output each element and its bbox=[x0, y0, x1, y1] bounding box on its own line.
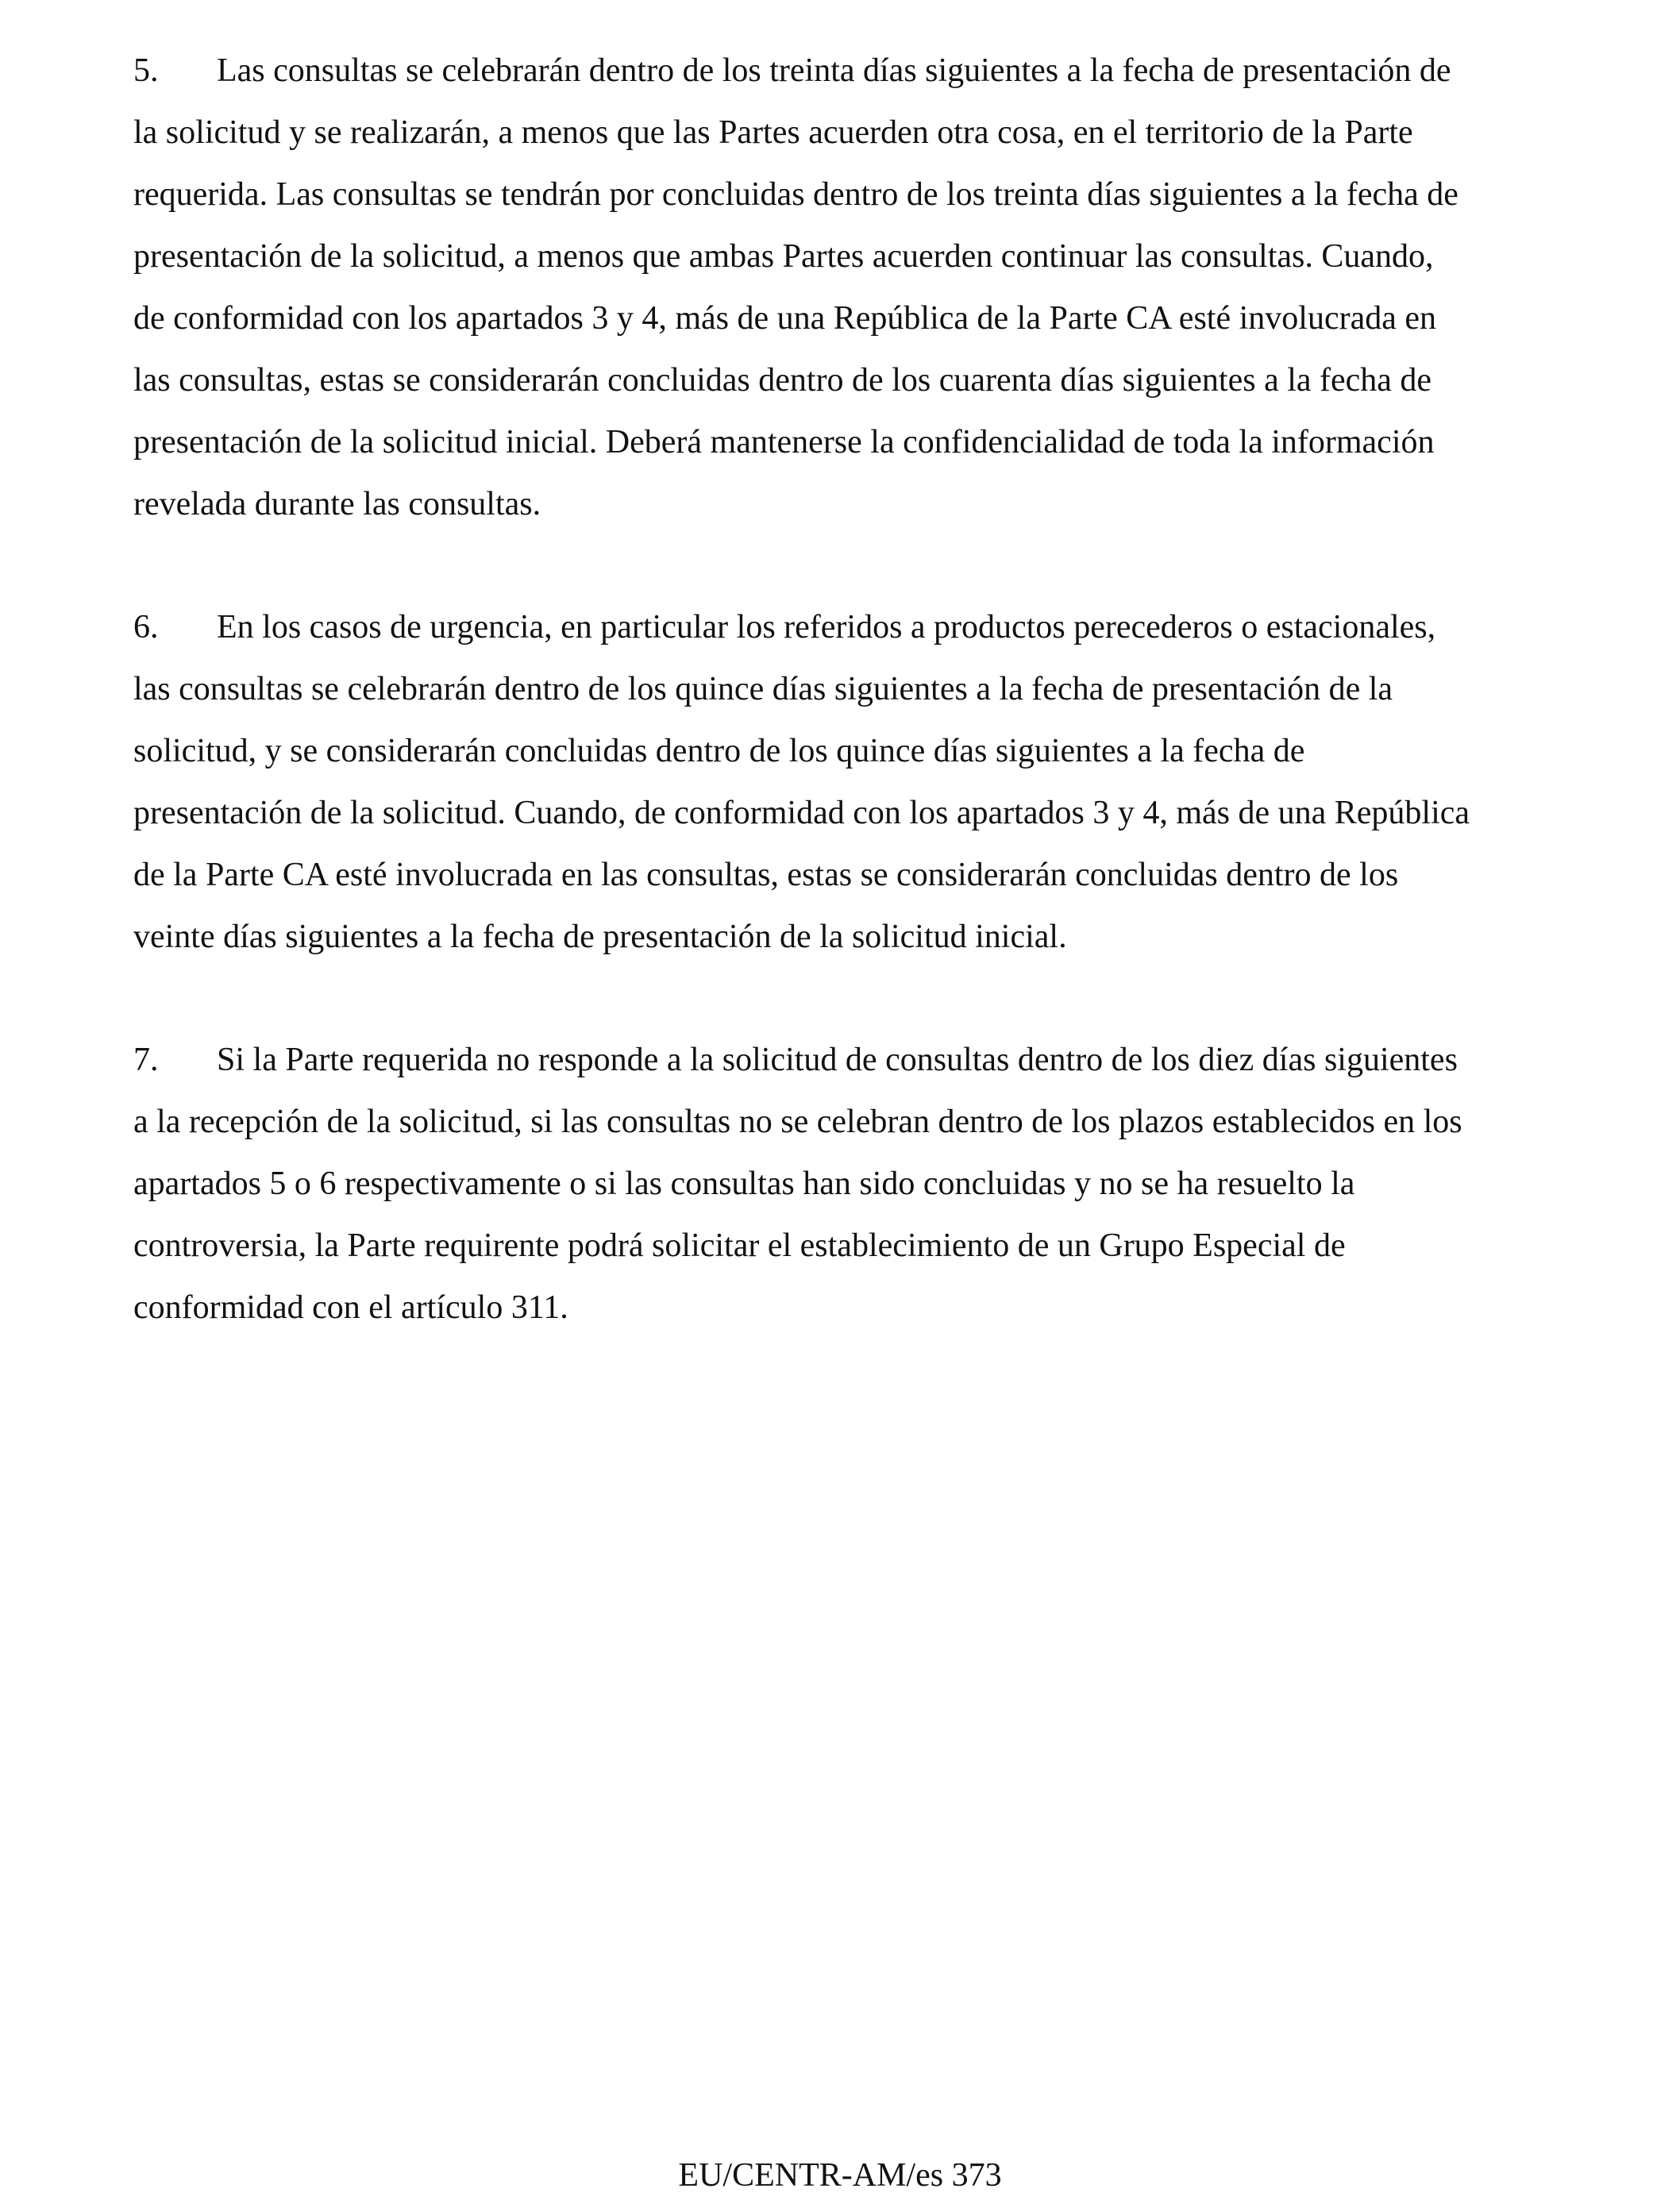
paragraph-line: presentación de la solicitud, a menos que ambas Partes acuerden continuar las consultas. Cuando, bbox=[133, 238, 1434, 275]
paragraph-number: 5. bbox=[133, 52, 159, 89]
page-footer: EU/CENTR-AM/es 373 bbox=[678, 2157, 1002, 2194]
paragraph-line: de la Parte CA esté involucrada en las consultas, estas se considerarán concluidas dentro de los bbox=[133, 857, 1399, 893]
paragraph-line: veinte días siguientes a la fecha de presentación de la solicitud inicial. bbox=[133, 919, 1067, 955]
paragraph-text: En los casos de urgencia, en particular los referidos a productos perecederos o estacionales, bbox=[217, 609, 1436, 645]
paragraph-line: presentación de la solicitud. Cuando, de conformidad con los apartados 3 y 4, más de una República bbox=[133, 795, 1470, 831]
paragraph-line: las consultas se celebrarán dentro de los quince días siguientes a la fecha de presentación de la bbox=[133, 671, 1393, 707]
paragraph-5 bbox=[133, 40, 1562, 535]
paragraph-line: requerida. Las consultas se tendrán por concluidas dentro de los treinta días siguientes a la fecha de bbox=[133, 176, 1458, 213]
paragraph-text: Las consultas se celebrarán dentro de los treinta días siguientes a la fecha de presentación de bbox=[217, 52, 1451, 89]
paragraph-line: apartados 5 o 6 respectivamente o si las consultas han sido concluidas y no se ha resuelto la bbox=[133, 1166, 1355, 1202]
paragraph-line: de conformidad con los apartados 3 y 4, más de una República de la Parte CA esté involucrada en bbox=[133, 300, 1436, 337]
paragraph-line: presentación de la solicitud inicial. Deberá mantenerse la confidencialidad de toda la información bbox=[133, 424, 1435, 460]
paragraph-line: revelada durante las consultas. bbox=[133, 486, 541, 522]
document-body bbox=[133, 40, 1562, 1400]
paragraph-line bbox=[133, 596, 1562, 658]
paragraph-line: las consultas, estas se considerarán concluidas dentro de los cuarenta días siguientes a la fecha de bbox=[133, 362, 1432, 399]
paragraph-line bbox=[133, 40, 1562, 102]
paragraph-7 bbox=[133, 1029, 1562, 1339]
paragraph-number: 7. bbox=[133, 1042, 159, 1078]
paragraph-text: Si la Parte requerida no responde a la solicitud de consultas dentro de los diez días siguientes bbox=[217, 1042, 1458, 1078]
paragraph-line: controversia, la Parte requirente podrá solicitar el establecimiento de un Grupo Especial de bbox=[133, 1227, 1346, 1264]
paragraph-line bbox=[133, 1029, 1562, 1091]
paragraph-number: 6. bbox=[133, 609, 159, 645]
paragraph-line: conformidad con el artículo 311. bbox=[133, 1289, 568, 1326]
paragraph-line: solicitud, y se considerarán concluidas dentro de los quince días siguientes a la fecha de bbox=[133, 733, 1305, 769]
paragraph-line: la solicitud y se realizarán, a menos que las Partes acuerden otra cosa, en el territorio de la Parte bbox=[133, 114, 1413, 151]
paragraph-6 bbox=[133, 596, 1562, 968]
paragraph-line: a la recepción de la solicitud, si las consultas no se celebran dentro de los plazos establecidos en los bbox=[133, 1104, 1462, 1140]
